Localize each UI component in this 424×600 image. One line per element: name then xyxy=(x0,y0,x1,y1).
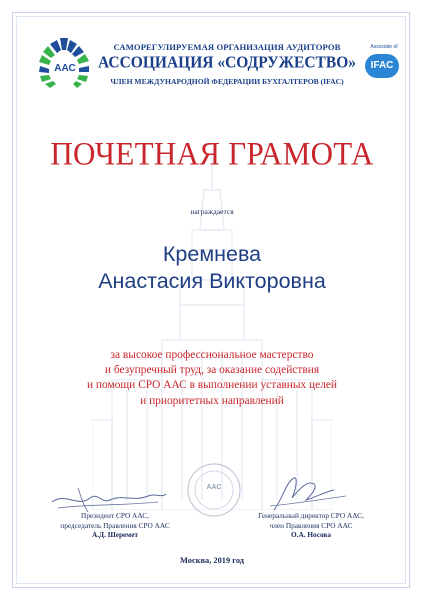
reason-line: и помощи СРО ААС в выполнении уставных целей xyxy=(86,379,338,392)
right-signature xyxy=(268,470,348,516)
awarded-label: награждается xyxy=(190,207,234,216)
place-and-date: Москва, 2019 год xyxy=(179,556,245,565)
signatory-role: член Правления СРО ААС xyxy=(269,520,353,530)
recipient-given-names: Анастасия Викторовна xyxy=(98,269,326,293)
recipient-surname: Кремнева xyxy=(162,242,262,266)
award-reason xyxy=(20,348,404,409)
university-building-watermark xyxy=(92,150,332,510)
reason-line: за высокое профессиональное мастерство xyxy=(110,349,314,361)
org-membership: ЧЛЕН МЕЖДУНАРОДНОЙ ФЕДЕРАЦИИ БУХГАЛТЕРОВ (IFAC) xyxy=(110,77,344,86)
signatory-name: А.Д. Шеремет xyxy=(91,530,139,539)
signatory-name: О.А. Носова xyxy=(290,530,332,539)
ifac-caption: Associate of xyxy=(370,44,398,50)
org-tagline: САМОРЕГУЛИРУЕМАЯ ОРГАНИЗАЦИЯ АУДИТОРОВ xyxy=(113,42,341,52)
recipient-name xyxy=(20,241,404,295)
certificate-title: ПОЧЕТНАЯ ГРАМОТА xyxy=(50,135,374,172)
signatory-role: Генеральный директор СРО ААС, xyxy=(258,511,364,520)
signatory-role: Президент СРО ААС, xyxy=(81,511,149,520)
stamp-text: ААС xyxy=(206,484,222,491)
org-name: АССОЦИАЦИЯ «СОДРУЖЕСТВО» xyxy=(97,53,357,73)
reason-line: и безупречный труд, за оказание содействия xyxy=(104,364,320,377)
left-signatory xyxy=(30,511,200,540)
ifac-badge-text: IFAC xyxy=(370,60,394,71)
reason-line: и приоритетных направлений xyxy=(140,394,284,407)
right-signatory xyxy=(226,511,396,540)
signatory-role: председатель Правления СРО ААС xyxy=(60,520,170,530)
logo-text: ААС xyxy=(54,63,76,74)
